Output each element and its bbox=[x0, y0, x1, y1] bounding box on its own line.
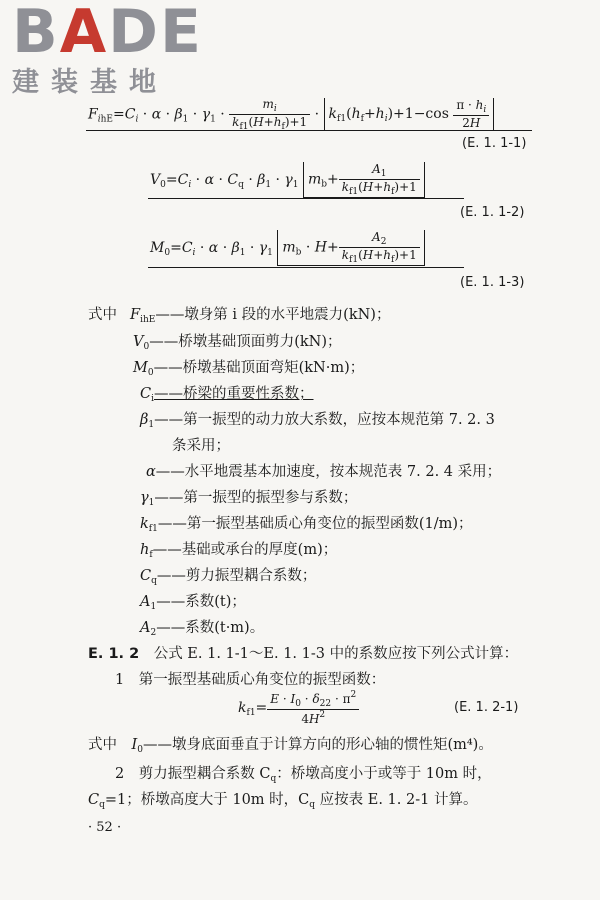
def-row: $\gamma_1——$第一振型的振型参与系数； bbox=[140, 490, 358, 508]
def-row: $F_{ihE}——$墩身第 i 段的水平地震力(kN)； bbox=[130, 307, 391, 325]
def-row: $k_{f1}——$第一振型基础质心角变位的振型函数(1/m)； bbox=[140, 516, 473, 534]
section-def-row: 式中 $I_0——$墩身底面垂直于计算方向的形心轴的惯性矩(m⁴)。 bbox=[88, 737, 493, 755]
equation-underline bbox=[148, 267, 464, 268]
equation-e1-1-3: $M_0=C_i \cdot \alpha \cdot \beta_1 \cdot \gamma_1$ $m_b \cdot H+$ $\frac{A_2}{k_{f1}(H+h_f)+1}$ bbox=[150, 230, 425, 266]
def-row: α——水平地震基本加速度，按本规范表 7. 2. 4 采用； bbox=[146, 464, 502, 480]
equation-underline bbox=[148, 198, 464, 199]
bade-logo bbox=[12, 2, 203, 99]
def-row: $A_1——$系数(t)； bbox=[140, 594, 246, 612]
equation-number: (E. 1. 1-1) bbox=[462, 136, 527, 151]
def-row: $V_0——$桥墩基础顶面剪力(kN)； bbox=[133, 334, 342, 352]
def-row: $M_0——$桥墩基础顶面弯矩(kN·m)； bbox=[133, 360, 365, 378]
section-item-1: 1 第一振型基础质心角变位的振型函数： bbox=[115, 672, 386, 688]
equation-e1-1-1: $F_{ihE}=C_i \cdot \alpha \cdot \beta_1 \cdot \gamma_1$ · $\frac{m_i}{k_{f1}(H+h_f)+1}$ · $k_{f1}(h_f+h_i)+1-\cos$ $\frac{\pi \cdot h_i}{2H}$ bbox=[88, 97, 494, 132]
def-row: $\beta_1——$第一振型的动力放大系数，应按本规范第 7. 2. 3 bbox=[140, 412, 495, 430]
equation-underline bbox=[86, 130, 532, 131]
def-row: $C_i——$桥梁的重要性系数； bbox=[140, 386, 314, 404]
equation-number: (E. 1. 1-2) bbox=[460, 205, 525, 220]
def-row: $A_2——$系数(t·m)。 bbox=[140, 620, 265, 638]
section-heading: E. 1. 2 公式 E. 1. 1-1～E. 1. 1-3 中的系数应按下列公式计算： bbox=[88, 646, 519, 662]
def-row-continued: 条采用； bbox=[172, 438, 230, 454]
def-row: $h_f——$基础或承台的厚度(m)； bbox=[140, 542, 338, 560]
section-item-2-continued: $C_q=1$；桥墩高度大于 10m 时，$C_q$ 应按表 E. 1. 2-1 计算。 bbox=[88, 792, 478, 810]
logo-subtitle: 建装基地 bbox=[12, 67, 168, 98]
equation-number: (E. 1. 2-1) bbox=[454, 700, 519, 715]
equation-e1-1-2: $V_0=C_i \cdot \alpha \cdot C_q \cdot \beta_1 \cdot \gamma_1$ $m_b+$ $\frac{A_1}{k_{f1}(H+h_f)+1}$ bbox=[150, 162, 425, 198]
logo-wordmark: BADE bbox=[12, 0, 203, 67]
equation-e1-2-1: $k_{f1}=$ $\frac{E \cdot I_0 \cdot \delta_{22} \cdot \pi^2}{4H^2}$ bbox=[238, 690, 359, 726]
section-item-2: 2 剪力振型耦合系数 $C_q$：桥墩高度小于或等于 10m 时， bbox=[115, 766, 492, 784]
defs-intro: 式中 bbox=[88, 307, 117, 323]
def-row: $C_q——$剪力振型耦合系数； bbox=[140, 568, 317, 586]
equation-number: (E. 1. 1-3) bbox=[460, 275, 525, 290]
page-number: · 52 · bbox=[88, 820, 122, 835]
